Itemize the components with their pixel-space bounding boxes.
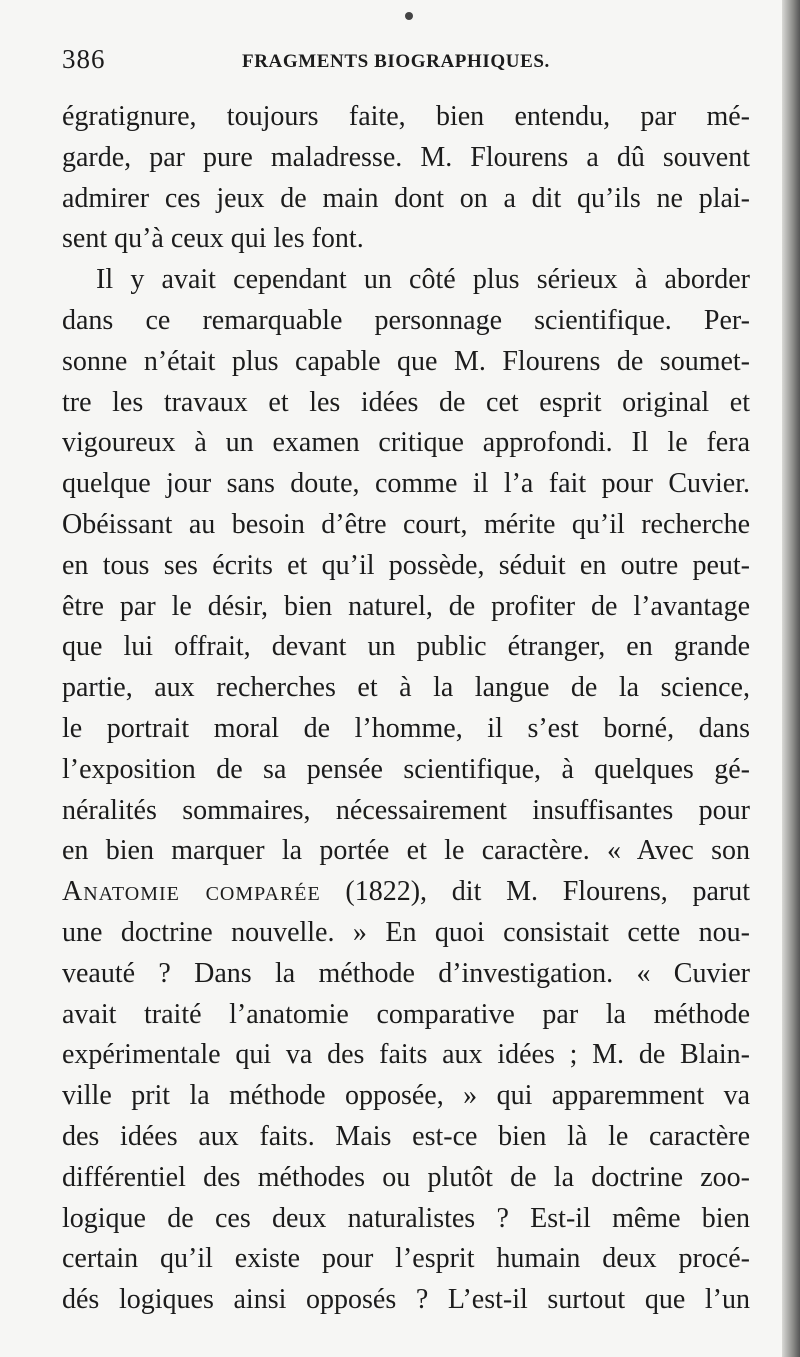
text-line: quelque jour sans doute, comme il l’a fait pour Cuvier.	[62, 468, 750, 500]
text-line: dans ce remarquable personnage scientifique. Per-	[62, 304, 750, 336]
text-line: égratignure, toujours faite, bien entendu, par mé-	[62, 101, 750, 132]
text-line: sent qu’à ceux qui les font.	[62, 223, 364, 255]
body-text	[62, 97, 750, 1321]
text-line: partie, aux recherches et à la langue de la science,	[62, 672, 750, 704]
text-line: expérimentale qui va des faits aux idées ; M. de Blain-	[62, 1039, 750, 1071]
text-line-rest: (1822), dit M. Flourens, parut	[320, 876, 751, 908]
text-line: garde, par pure maladresse. M. Flourens a dû souvent	[62, 141, 750, 173]
page-header	[62, 40, 752, 80]
running-head: FRAGMENTS BIOGRAPHIQUES.	[242, 51, 550, 72]
text-line: dés logiques ainsi opposés ? L’est-il surtout que l’un	[62, 1284, 750, 1316]
text-line: néralités sommaires, nécessairement insuffisantes pour	[62, 794, 750, 826]
text-line: le portrait moral de l’homme, il s’est borné, dans	[62, 712, 750, 744]
text-line-with-small-caps	[62, 872, 750, 913]
text-line: Obéissant au besoin d’être court, mérite qu’il recherche	[62, 508, 750, 540]
page-number: 386	[62, 44, 106, 74]
text-line: avait traité l’anatomie comparative par la méthode	[62, 998, 750, 1030]
text-line: tre les travaux et les idées de cet esprit original et	[62, 386, 750, 418]
text-line: sonne n’était plus capable que M. Flourens de soumet-	[62, 345, 750, 377]
small-caps-title: Anatomie comparée	[62, 876, 321, 908]
ink-speck	[405, 12, 413, 20]
text-line: que lui offrait, devant un public étranger, en grande	[62, 631, 750, 663]
text-line: certain qu’il existe pour l’esprit humain deux procé-	[62, 1243, 750, 1275]
text-line: vigoureux à un examen critique approfondi. Il le fera	[62, 427, 750, 459]
text-line: être par le désir, bien naturel, de profiter de l’avantage	[62, 590, 750, 622]
text-line: des idées aux faits. Mais est-ce bien là le caractère	[62, 1120, 750, 1152]
text-line: admirer ces jeux de main dont on a dit qu’ils ne plai-	[62, 182, 750, 214]
text-line: ville prit la méthode opposée, » qui apparemment va	[62, 1080, 750, 1112]
text-line: différentiel des méthodes ou plutôt de la doctrine zoo-	[62, 1161, 750, 1193]
text-line: Il y avait cependant un côté plus sérieux à aborder	[96, 264, 750, 296]
text-line: veauté ? Dans la méthode d’investigation. « Cuvier	[62, 957, 750, 989]
text-line: en tous ses écrits et qu’il possède, séduit en outre peut-	[62, 549, 750, 581]
page-edge-shadow	[782, 0, 800, 1357]
text-line: en bien marquer la portée et le caractère. « Avec son	[62, 835, 750, 867]
text-line: une doctrine nouvelle. » En quoi consistait cette nou-	[62, 916, 750, 948]
text-line: l’exposition de sa pensée scientifique, à quelques gé-	[62, 753, 750, 785]
text-line: logique de ces deux naturalistes ? Est-il même bien	[62, 1202, 750, 1234]
